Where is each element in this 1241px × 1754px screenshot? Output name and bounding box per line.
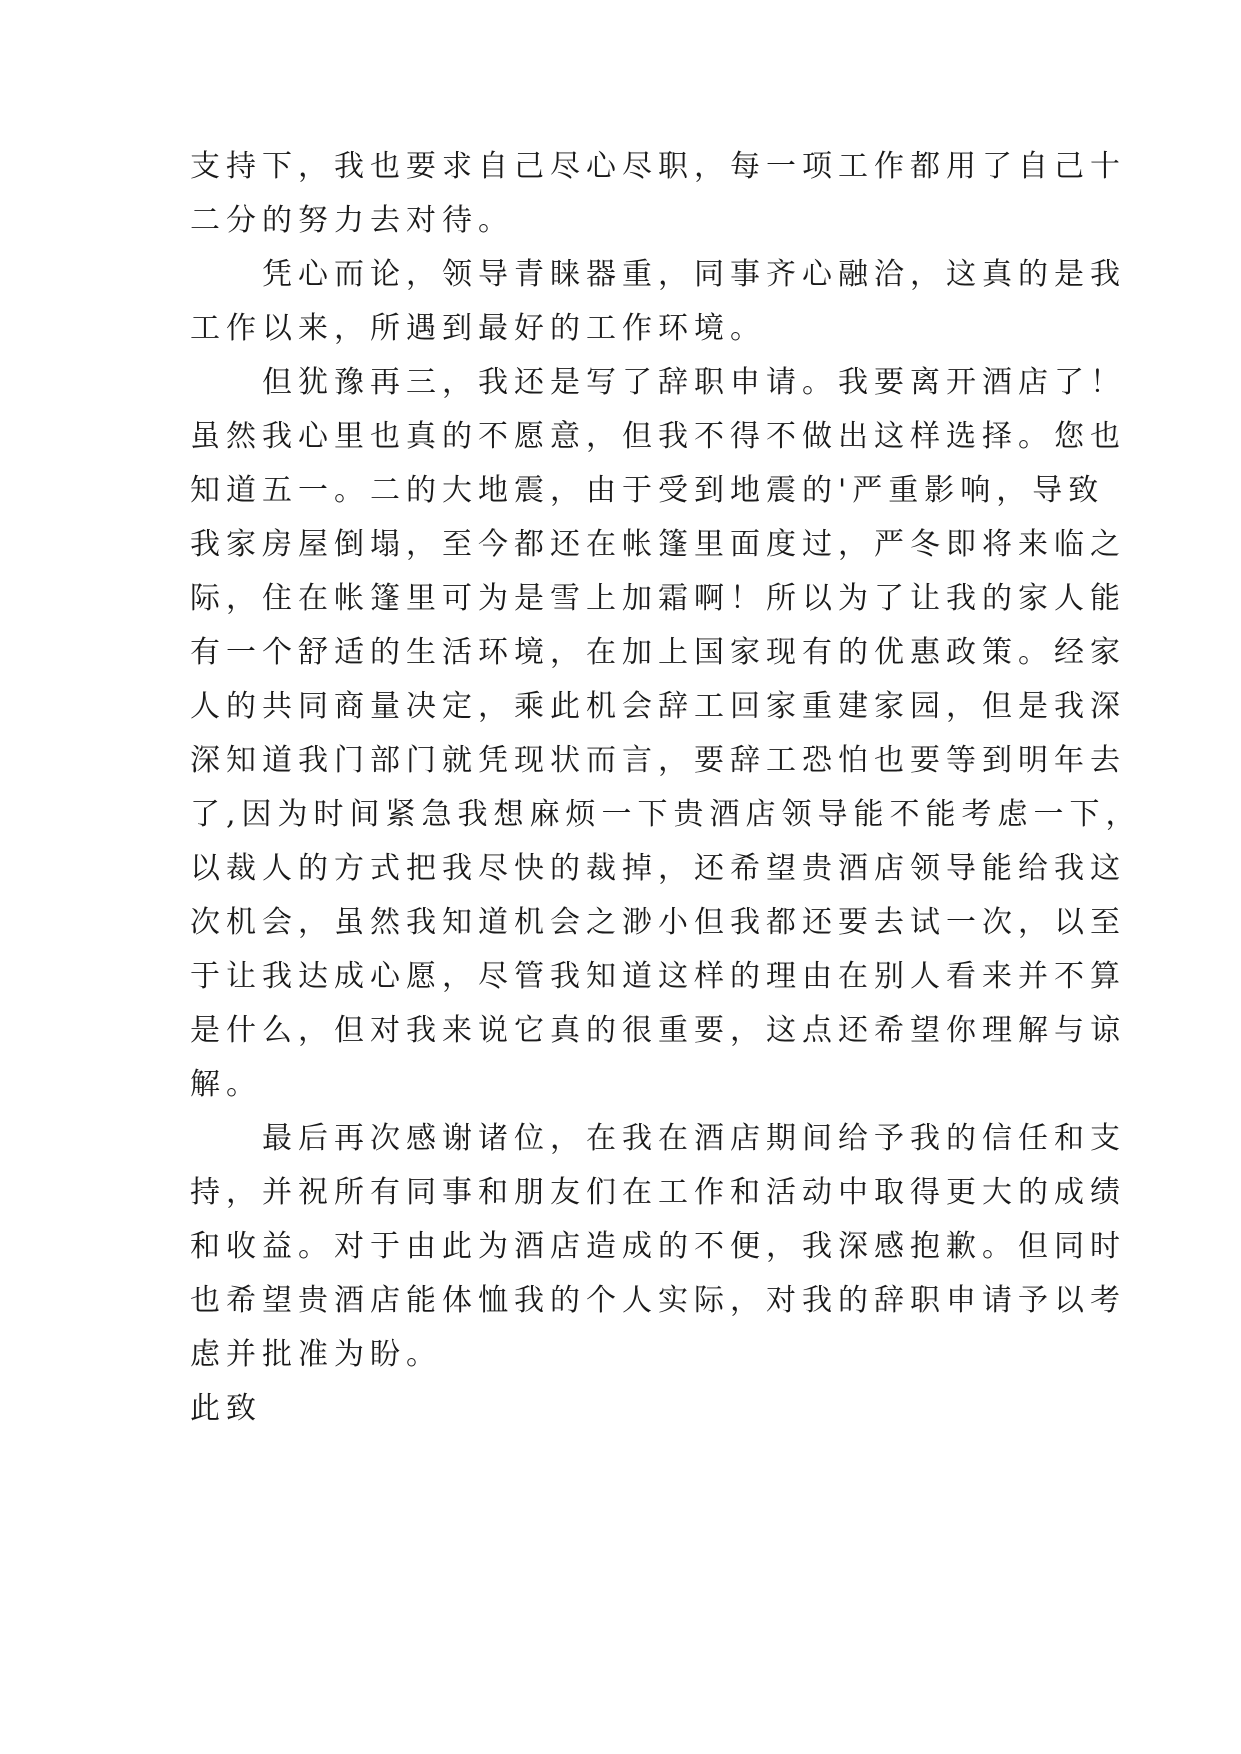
text-line: 此致 <box>190 1391 262 1426</box>
text-line: 我家房屋倒塌，至今都还在帐篷里面度过，严冬即将来临之 <box>190 527 1126 562</box>
text-line: 支持下，我也要求自己尽心尽职，每一项工作都用了自己十 <box>190 149 1126 184</box>
paragraph <box>190 1382 1070 1436</box>
paragraph <box>190 356 1142 1112</box>
letter-body <box>190 140 1142 1436</box>
text-line: 但犹豫再三，我还是写了辞职申请。我要离开酒店了！ <box>262 365 1126 400</box>
paragraph <box>190 248 1126 356</box>
text-line: 凭心而论，领导青睐器重，同事齐心融洽，这真的是我 <box>262 257 1126 292</box>
text-line: 持，并祝所有同事和朋友们在工作和活动中取得更大的成绩 <box>190 1175 1126 1210</box>
paragraph <box>190 140 1126 248</box>
text-line: 次机会，虽然我知道机会之渺小但我都还要去试一次，以至 <box>190 905 1126 940</box>
text-line: 深知道我门部门就凭现状而言，要辞工恐怕也要等到明年去 <box>190 743 1126 778</box>
text-line: 虽然我心里也真的不愿意，但我不得不做出这样选择。您也 <box>190 419 1126 454</box>
text-line: 和收益。对于由此为酒店造成的不便，我深感抱歉。但同时 <box>190 1229 1126 1264</box>
text-line: 于让我达成心愿，尽管我知道这样的理由在别人看来并不算 <box>190 959 1126 994</box>
text-line: 解。 <box>190 1067 262 1102</box>
text-line: 工作以来，所遇到最好的工作环境。 <box>190 311 766 346</box>
text-line: 以裁人的方式把我尽快的裁掉，还希望贵酒店领导能给我这 <box>190 851 1126 886</box>
paragraph <box>190 1112 1126 1382</box>
text-line: 也希望贵酒店能体恤我的个人实际，对我的辞职申请予以考 <box>190 1283 1126 1318</box>
text-line: 知道五一。二的大地震，由于受到地震的'严重影响，导致 <box>190 473 1105 508</box>
document-page <box>190 140 1142 1436</box>
text-line: 二分的努力去对待。 <box>190 203 514 238</box>
text-line: 际，住在帐篷里可为是雪上加霜啊！所以为了让我的家人能 <box>190 581 1126 616</box>
text-line: 虑并批准为盼。 <box>190 1337 442 1372</box>
text-line: 了,因为时间紧急我想麻烦一下贵酒店领导能不能考虑一下， <box>190 797 1142 832</box>
text-line: 是什么，但对我来说它真的很重要，这点还希望你理解与谅 <box>190 1013 1126 1048</box>
text-line: 最后再次感谢诸位，在我在酒店期间给予我的信任和支 <box>262 1121 1126 1156</box>
text-line: 人的共同商量决定，乘此机会辞工回家重建家园，但是我深 <box>190 689 1126 724</box>
text-line: 有一个舒适的生活环境，在加上国家现有的优惠政策。经家 <box>190 635 1126 670</box>
